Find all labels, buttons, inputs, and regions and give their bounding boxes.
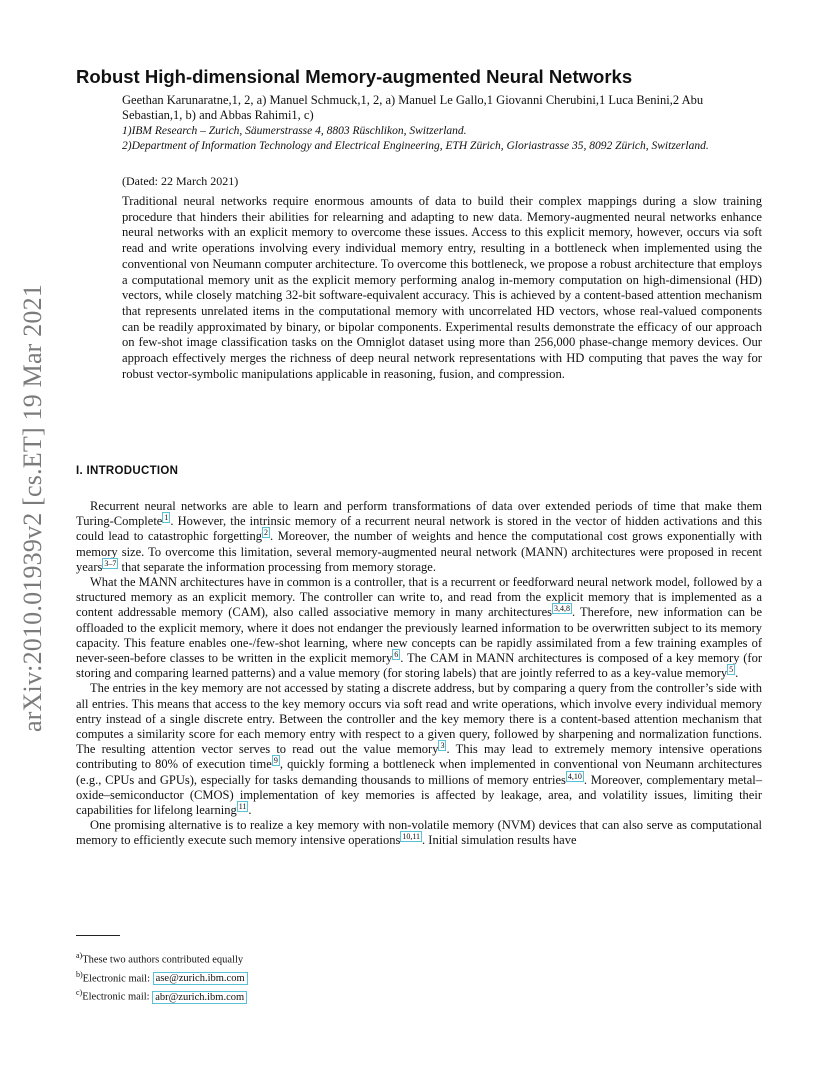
text-run: . [735, 666, 739, 681]
text-run: . Therefore, new information can be offloaded to the explicit memory, where it does not endanger the previously learned information to be overwritten subject to its memory capacity. This feature enables one-/few-shot learning, where new concepts can be rapidly assimilated from a few training examples of never-seen-before classes to be written in the explicit memory [76, 605, 763, 666]
authors-line-1: Geethan Karunaratne,1, 2, a) Manuel Schmuck,1, 2, a) Manuel Le Gallo,1 Giovanni Cherubini,1 Luca Benini,2 Abu [122, 93, 704, 107]
footnote-text: These two authors contributed equally [82, 954, 244, 966]
email-link[interactable]: abr@zurich.ibm.com [152, 991, 247, 1004]
text-run: . This may lead to extremely memory intensive operations contributing to 80% of execution time [76, 742, 763, 772]
footnote-c [76, 986, 576, 1005]
text-run: Recurrent neural networks are able to learn and perform transformations of data over extended periods of time that make them Turing-Complete [76, 499, 762, 529]
paragraph [76, 681, 762, 818]
footnote-rule [76, 935, 120, 936]
text-run: . Initial simulation results have [422, 833, 577, 848]
introduction-body [76, 499, 762, 849]
text-run: . Moreover, the number of weights and hence the computational cost grows exponentially with memory size. To overcome this limitation, several memory-augmented neural network (MANN) architectures were proposed in recent years [76, 529, 762, 574]
citation-link[interactable]: 5 [729, 665, 734, 675]
arxiv-identifier: arXiv:2010.01939v2 [cs.ET] 19 Mar 2021 [18, 283, 48, 733]
footnote-mark: a) [76, 951, 83, 960]
authors-line-2: Sebastian,1, b) and Abbas Rahimi1, c) [122, 108, 314, 122]
dated-line: (Dated: 22 March 2021) [122, 174, 239, 188]
author-list [122, 93, 762, 123]
text-run: The entries in the key memory are not accessed by stating a discrete address, but by comparing a query from the controller’s side with all entries. This means that access to the key memory occurs via soft read and write operations, which involve every individual memory entry instead of a single discrete entry. Between the controller and the key memory there is a content-based attention mechanism that computes a similarity score for each memory entry with respect to a given query, followed by sharpening and normalization functions. The resulting attention vector serves to read out the value memory [76, 681, 762, 757]
citation-link[interactable]: 3,4,8 [553, 604, 570, 614]
paragraph [76, 499, 762, 575]
citation-link[interactable]: 3–7 [104, 558, 117, 568]
footnote-b [76, 968, 576, 987]
paragraph [76, 818, 762, 848]
footnotes [76, 949, 576, 1005]
footnote-text: Electronic mail: [82, 973, 153, 984]
citation-link[interactable]: 9 [273, 756, 278, 766]
citation-link[interactable]: 10,11 [402, 832, 421, 842]
citation-link[interactable]: 2 [264, 528, 269, 538]
affiliation-eth: 2)Department of Information Technology and Electrical Engineering, ETH Zürich, Gloriastrasse 35, 8092 Zürich, Switzerland. [122, 140, 709, 152]
citation-link[interactable]: 3 [440, 741, 445, 751]
citation-link[interactable]: 4,10 [567, 771, 582, 781]
section-heading-introduction: I. INTRODUCTION [76, 465, 179, 477]
paragraph [76, 575, 762, 681]
text-run: , quickly forming a bottleneck when implemented in conventional von Neumann architectures (e.g., CPUs and GPUs), especially for tasks demanding thousands to millions of memory entries [76, 757, 762, 787]
text-run: that separate the information processing from memory storage. [118, 559, 436, 574]
text-run: . However, the intrinsic memory of a recurrent neural network is stored in the vector of hidden activations and this could lead to catastrophic forgetting [76, 514, 762, 544]
paper-title: Robust High-dimensional Memory-augmented Neural Networks [76, 66, 633, 87]
arxiv-side-stamp [12, 283, 54, 733]
citation-link[interactable]: 1 [164, 513, 169, 523]
text-run: One promising alternative is to realize a key memory with non-volatile memory (NVM) devices that can also serve as computational memory to efficiently execute such memory intensive operations [76, 818, 762, 848]
affiliation-ibm: 1)IBM Research – Zurich, Säumerstrasse 4, 8803 Rüschlikon, Switzerland. [122, 125, 467, 137]
footnote-mark: c) [76, 988, 83, 997]
email-link[interactable]: ase@zurich.ibm.com [153, 972, 248, 985]
citation-link[interactable]: 6 [394, 649, 399, 659]
text-run: . [248, 803, 252, 818]
text-run: . The CAM in MANN architectures is composed of a key memory (for storing and comparing learned patterns) and a value memory (for storing labels) that are jointly referred to as a key-value memory [76, 651, 762, 681]
text-run: What the MANN architectures have in common is a controller, that is a recurrent or feedforward neural network model, followed by a structured memory as an explicit memory. The controller can write to, and read from the explicit memory that is implemented as a content addressable memory (CAM), also called associative memory in many architectures [76, 575, 762, 620]
footnote-mark: b) [76, 969, 83, 979]
text-run: . Moreover, complementary metal–oxide–semiconductor (CMOS) implementation of key memories is affected by leakage, area, and volatility issues, limiting their capabilities for lifelong learning [76, 772, 763, 818]
footnote-text: Electronic mail: [82, 991, 153, 1003]
abstract: Traditional neural networks require enormous amounts of data to build their complex mappings during a slow training procedure that hinders their abilities for relearning and adapting to new data. Memory-augmented neural networks enhance neural networks with an explicit memory to overcome these issues. Access to this explicit memory, however, occurs via soft read and write operations involving every individual memory entry, resulting in a bottleneck when implemented using the conventional von Neumann computer architecture. To overcome this bottleneck, we propose a robust architecture that employs a computational memory unit as the explicit memory performing analog in-memory computation on high-dimensional (HD) vectors, while closely matching 32-bit software-equivalent accuracy. This is achieved by a content-based attention mechanism that represents unrelated items in the computational memory with uncorrelated HD vectors, whose real-valued components can be readily approximated by binary, or bipolar components. Experimental results demonstrate the efficacy of our approach on few-shot image classification tasks on the Omniglot dataset using more than 256,000 phase-change memory devices. Our approach effectively merges the richness of deep neural network representations with HD computing that paves the way for robust vector-symbolic manipulations applicable in reasoning, fusion, and compression. [122, 194, 762, 381]
citation-link[interactable]: 11 [238, 801, 247, 811]
footnote-a [76, 949, 576, 968]
